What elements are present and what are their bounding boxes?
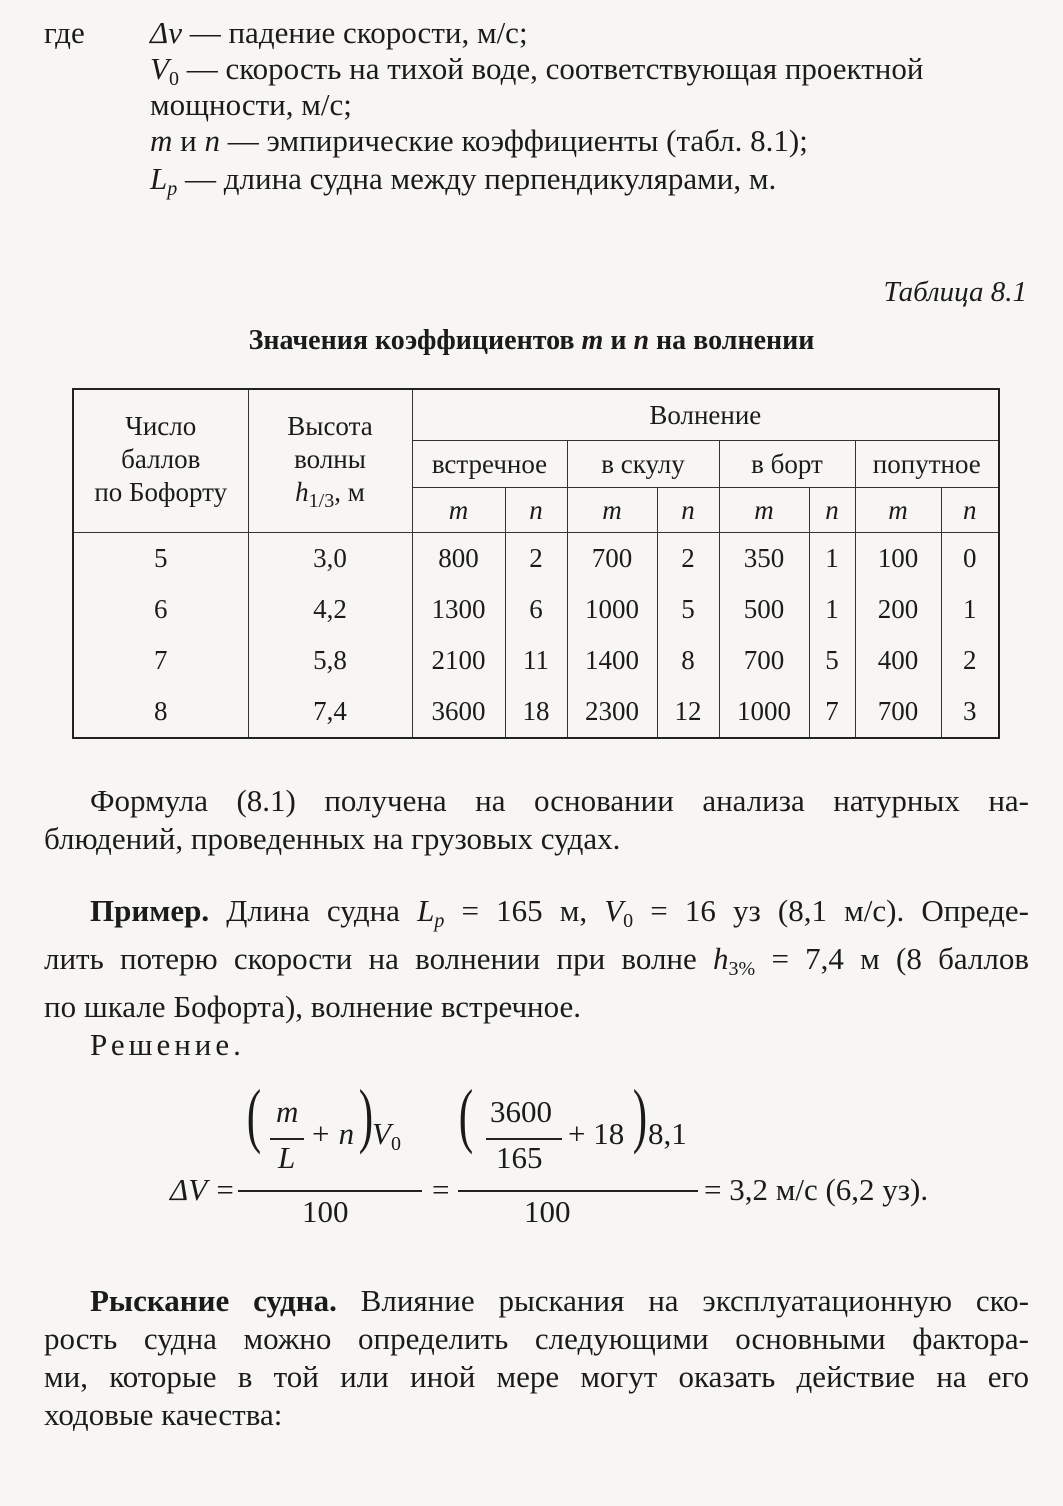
def-delta-v: Δv — падение скорости, м/с; <box>150 15 528 50</box>
table-cell: 2 <box>505 533 567 585</box>
table-cell: 7 <box>73 635 248 686</box>
table-cell: 5,8 <box>248 635 412 686</box>
header-m: m <box>855 488 941 533</box>
header-n: n <box>657 488 719 533</box>
table-cell: 700 <box>567 533 657 585</box>
header-following-sea: попутное <box>855 441 999 488</box>
header-n: n <box>505 488 567 533</box>
table-cell: 200 <box>855 584 941 635</box>
table-cell: 1 <box>941 584 999 635</box>
table-cell: 1000 <box>567 584 657 635</box>
header-n: n <box>941 488 999 533</box>
table-cell: 6 <box>73 584 248 635</box>
table-cell: 5 <box>809 635 855 686</box>
header-m: m <box>412 488 505 533</box>
table-row <box>73 533 999 585</box>
def-m-n: m и n — эмпирические коэффициенты (табл. 8.1); <box>150 123 808 158</box>
table-cell: 2 <box>657 533 719 585</box>
table-cell: 350 <box>719 533 809 585</box>
header-beam-sea: в борт <box>719 441 855 488</box>
table-caption: Таблица 8.1 <box>883 276 1027 308</box>
table-cell: 11 <box>505 635 567 686</box>
table-cell: 400 <box>855 635 941 686</box>
table-row <box>73 584 999 635</box>
header-m: m <box>567 488 657 533</box>
def-lp: $L_p$ — длина судна между перпендикулярами, м. <box>150 161 777 200</box>
paragraph-example: Пример. Длина судна $L_p = 165$ м, $V_0 = 16$ уз (8,1 м/с). Опреде- лить потерю скорости на волнении при волне $h_{3\%} = 7,4$ м (8 баллов по шкале Бофорта), волнение встречное. Решение. <box>44 893 1030 1062</box>
header-head-sea: встречное <box>412 441 567 488</box>
solution-label: Решение. <box>90 1027 245 1062</box>
table-cell: 8 <box>73 686 248 738</box>
table-cell: 500 <box>719 584 809 635</box>
table-cell: 8 <box>657 635 719 686</box>
table-cell: 2 <box>941 635 999 686</box>
table-cell: 1 <box>809 533 855 585</box>
table-row <box>73 686 999 738</box>
table-row <box>73 635 999 686</box>
table-cell: 7,4 <box>248 686 412 738</box>
paragraph-yaw: Рыскание судна. Влияние рыскания на эксплуатационную ско- рость судна можно определить следующими основными фактора- ми, которые в той или иной мере могут оказать действие на его ходовые качества: <box>44 1283 1029 1432</box>
table-cell: 7 <box>809 686 855 738</box>
table-cell: 1000 <box>719 686 809 738</box>
table-cell: 1 <box>809 584 855 635</box>
formula: ΔV = ( m L + n ) $V_0$ 100 = ( 3600 165 + 18 ) 8,1 100 = 3,2 м/с (6,2 уз). <box>170 1075 929 1229</box>
def-v0-cont: мощности, м/с; <box>150 87 352 122</box>
paragraph-formula-note: Формула (8.1) получена на основании анализа натурных на- блюдений, проведенных на грузовых судах. <box>44 783 1029 856</box>
table-cell: 5 <box>657 584 719 635</box>
table-cell: 3,0 <box>248 533 412 585</box>
table-cell: 700 <box>855 686 941 738</box>
table-cell: 100 <box>855 533 941 585</box>
header-waves: Волнение <box>412 389 999 441</box>
table-cell: 2100 <box>412 635 505 686</box>
header-bow-sea: в скулу <box>567 441 719 488</box>
table-cell: 1300 <box>412 584 505 635</box>
table-cell: 0 <box>941 533 999 585</box>
table-cell: 2300 <box>567 686 657 738</box>
table-cell: 12 <box>657 686 719 738</box>
table-cell: 700 <box>719 635 809 686</box>
table-cell: 5 <box>73 533 248 585</box>
table-cell: 6 <box>505 584 567 635</box>
table-cell: 3 <box>941 686 999 738</box>
table-cell: 3600 <box>412 686 505 738</box>
def-v0: $V_0$ — скорость на тихой воде, соответствующая проектной <box>150 51 924 90</box>
where-label: где <box>44 15 85 50</box>
table-cell: 800 <box>412 533 505 585</box>
header-beaufort: Число баллов по Бофорту <box>73 389 248 533</box>
table-cell: 18 <box>505 686 567 738</box>
table-cell: 4,2 <box>248 584 412 635</box>
table-title: Значения коэффициентов m и n на волнении <box>248 325 815 356</box>
coefficients-table <box>72 388 1000 739</box>
header-m: m <box>719 488 809 533</box>
table-cell: 1400 <box>567 635 657 686</box>
header-n: n <box>809 488 855 533</box>
header-wave-height: Высота волны $h_{1/3}$, м <box>248 389 412 533</box>
